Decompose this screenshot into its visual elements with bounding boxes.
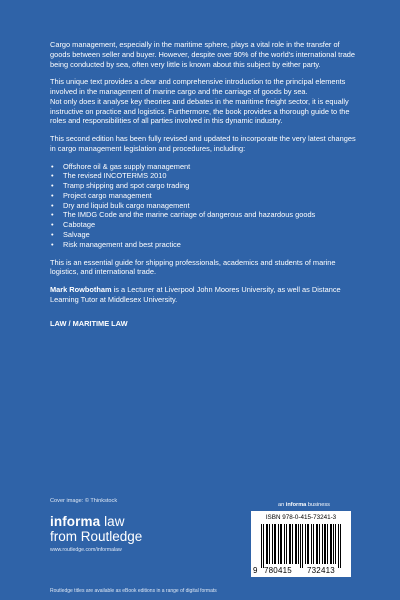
barcode-digits-right: 732413 (307, 566, 335, 575)
barcode-box (251, 511, 351, 577)
publisher-law: law (100, 514, 125, 529)
subject-category: LAW / MARITIME LAW (50, 318, 128, 328)
audience-paragraph: This is an essential guide for shipping professionals, academics and students of marine logistics, and international trade. (50, 257, 336, 277)
isbn-label: ISBN 978-0-415-73241-3 (265, 514, 337, 521)
publisher-logo-line1 (50, 515, 142, 529)
business-suffix: business (306, 502, 330, 508)
list-item: • The revised INCOTERMS 2010 (50, 171, 356, 181)
list-item: • Project cargo management (50, 191, 356, 201)
edition-paragraph: This second edition has been fully revised and updated to incorporate the very latest changes in cargo management legislation and procedures, including: (50, 134, 356, 153)
informa-business-tag (278, 502, 330, 508)
list-item: • Risk management and best practice (50, 240, 356, 250)
ebook-note: Routledge titles are available as eBook editions in a range of digital formats (50, 588, 217, 594)
publisher-from: from Routledge (50, 529, 143, 544)
intro-paragraph: Cargo management, especially in the maritime sphere, plays a vital role in the transfer of goods between seller and buyer. However, despite over 90% of the world's international trade being conducted by sea, often very little is known about this subject by either party. (50, 40, 356, 69)
topics-list (50, 162, 356, 250)
list-item: • Salvage (50, 230, 356, 240)
author-bio-text: is a Lecturer at Liverpool John Moores University, as well as Distance Learning Tutor at Middlesex University. (50, 285, 341, 304)
description-part-2: Not only does it analyse key theories and debates in the maritime freight sector, it is equally instructive on practice and logistics. Furthermore, the book provides a thorough guide to the roles and responsibilities of all parties involved in this dynamic industry. (50, 96, 350, 126)
description-paragraph (50, 77, 356, 126)
publisher-informa: informa (50, 514, 101, 529)
list-item: • The IMDG Code and the marine carriage of dangerous and hazardous goods (50, 210, 356, 220)
publisher-url: www.routledge.com/informalaw (50, 547, 122, 553)
barcode-digits-left: 780415 (264, 566, 292, 575)
business-brand: informa (285, 502, 307, 508)
list-item: • Offshore oil & gas supply management (50, 162, 356, 172)
list-item: • Tramp shipping and spot cargo trading (50, 181, 356, 191)
barcode-icon (259, 524, 345, 568)
list-item: • Dry and liquid bulk cargo management (50, 201, 356, 211)
business-prefix: an (278, 502, 286, 508)
barcode-digit-first: 9 (253, 566, 258, 575)
description-part-1: This unique text provides a clear and comprehensive introduction to the principal elements involved in the management of marine cargo and the carriage of goods by sea. (50, 77, 346, 97)
back-cover-blurb (50, 40, 356, 336)
publisher-logo (50, 515, 142, 553)
author-name: Mark Rowbotham (50, 285, 112, 295)
author-bio (50, 285, 356, 305)
list-item: • Cabotage (50, 220, 356, 230)
cover-image-credit: Cover image: © Thinkstock (50, 498, 118, 504)
